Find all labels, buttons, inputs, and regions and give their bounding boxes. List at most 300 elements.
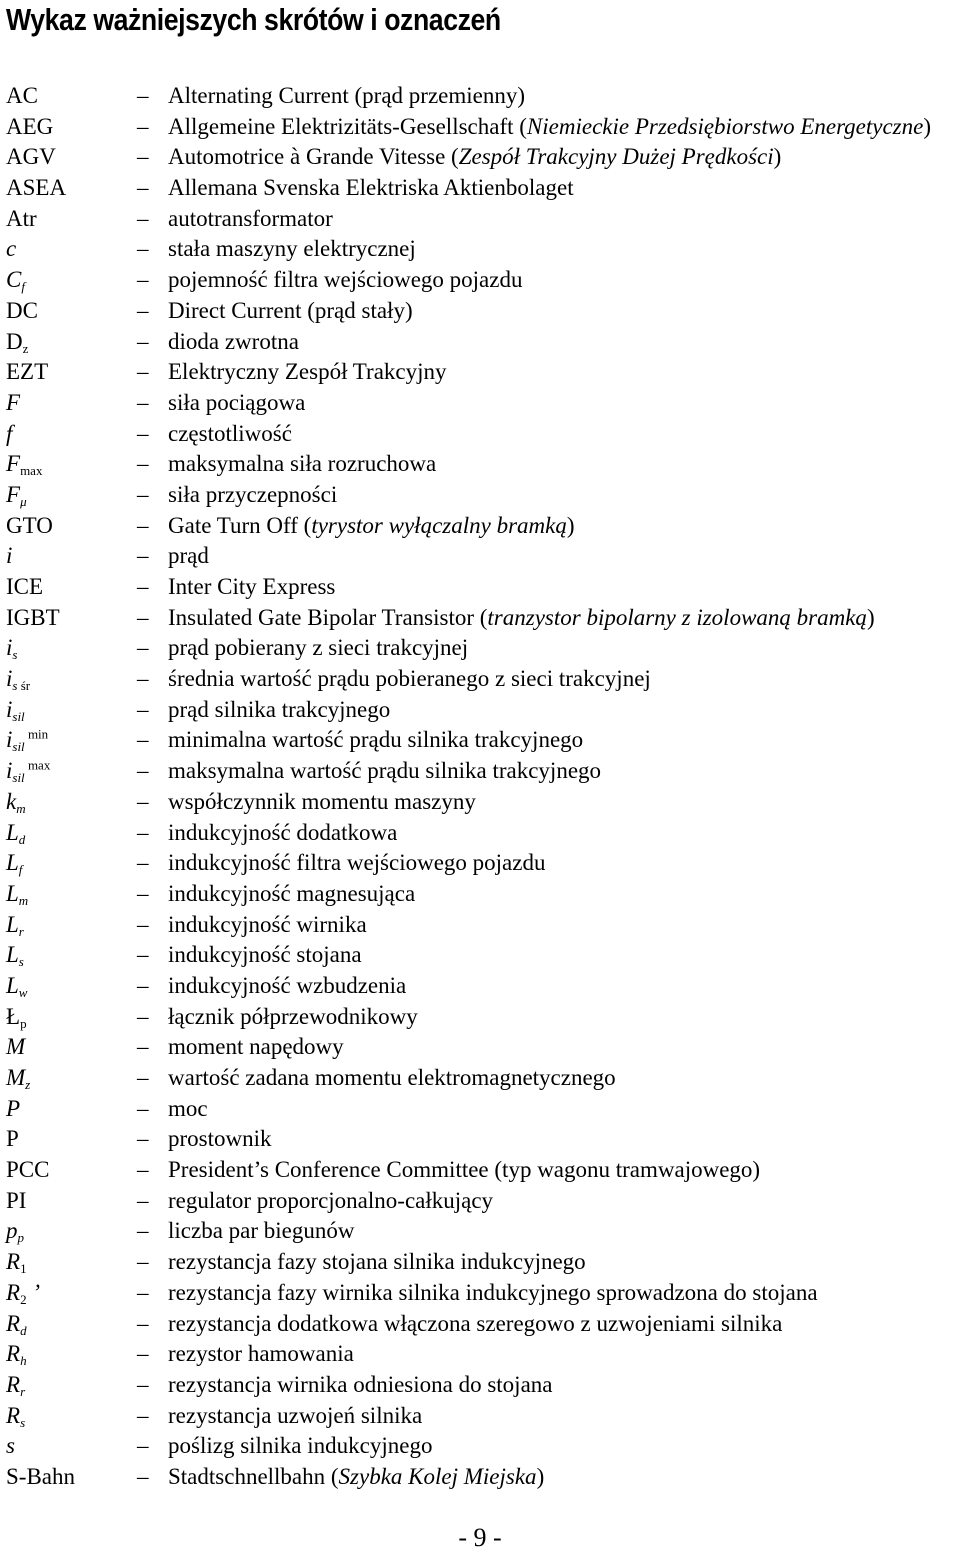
dash-separator: –	[137, 1218, 149, 1244]
definition-text: autotransformator	[168, 205, 333, 231]
dash-separator: –	[137, 911, 149, 937]
list-item	[6, 1186, 956, 1217]
definition-text: regulator proporcjonalno-całkujący	[168, 1187, 494, 1213]
abbreviation-definition	[168, 511, 575, 541]
list-item	[6, 1155, 956, 1186]
definition-text: indukcyjność dodatkowa	[168, 819, 398, 845]
dash-separator: –	[137, 574, 149, 599]
list-item	[6, 357, 956, 388]
list-item	[6, 756, 956, 787]
abbreviation-definition	[168, 848, 545, 878]
abbreviation-definition	[168, 633, 468, 663]
symbol-superscript: max	[24, 757, 51, 773]
abbreviation-definition	[168, 910, 367, 940]
list-item	[6, 234, 956, 265]
symbol-text: AC	[6, 83, 38, 108]
dash-separator: –	[137, 420, 149, 446]
symbol-text: Atr	[6, 205, 37, 231]
symbol-subscript: r	[20, 1383, 26, 1399]
abbreviation-definition	[168, 1309, 782, 1339]
symbol-text: L	[6, 880, 19, 906]
abbreviation-definition	[168, 1370, 553, 1400]
definition-text: )	[923, 113, 932, 139]
symbol-subscript: h	[20, 1353, 27, 1369]
symbol-text: i	[6, 635, 13, 661]
abbreviation-symbol	[6, 1155, 49, 1185]
symbol-text: R	[6, 1310, 21, 1336]
dash-separator: –	[137, 727, 149, 753]
abbreviation-symbol	[6, 940, 24, 970]
abbreviation-symbol	[6, 204, 37, 234]
symbol-text: R	[6, 1279, 21, 1305]
symbol-subscript: s	[20, 1414, 26, 1430]
dash-separator: –	[137, 175, 149, 201]
abbreviation-definition	[168, 357, 447, 387]
dash-separator: –	[137, 1095, 149, 1121]
symbol-text: i	[6, 758, 13, 784]
abbreviation-symbol	[6, 480, 27, 510]
dash-separator: –	[137, 328, 149, 354]
definition-text: pojemność filtra wejściowego pojazdu	[168, 267, 523, 293]
dash-separator: –	[137, 1034, 149, 1060]
dash-separator: –	[137, 1463, 149, 1489]
symbol-superscript: min	[24, 726, 49, 742]
abbreviation-symbol	[6, 1431, 15, 1461]
page-number: - 9 -	[458, 1523, 502, 1552]
abbreviation-symbol	[6, 388, 20, 418]
dash-separator: –	[137, 1341, 149, 1367]
abbreviation-definition	[168, 1401, 422, 1431]
symbol-text: GTO	[6, 512, 53, 538]
dash-separator: –	[137, 819, 149, 845]
symbol-text: L	[6, 850, 19, 876]
abbreviation-symbol	[6, 664, 30, 694]
definition-text: indukcyjność magnesująca	[168, 880, 416, 906]
symbol-text: i	[6, 696, 13, 722]
abbreviation-definition	[168, 787, 476, 817]
symbol-text: R	[6, 1249, 21, 1275]
list-item	[6, 633, 956, 664]
abbreviation-definition	[168, 1247, 586, 1277]
list-item	[6, 1401, 956, 1432]
symbol-subscript: max	[20, 463, 43, 479]
dash-separator: –	[137, 389, 149, 415]
list-item	[6, 664, 956, 695]
definition-text: Inter City Express	[168, 574, 336, 599]
dash-separator: –	[137, 635, 149, 661]
symbol-text: F	[6, 389, 21, 415]
abbreviation-list	[6, 81, 956, 1493]
symbol-subscript: m	[18, 892, 29, 908]
abbreviation-symbol	[6, 1462, 75, 1492]
list-item	[6, 1124, 956, 1155]
abbreviation-symbol	[6, 725, 48, 755]
symbol-text: ASEA	[6, 175, 67, 201]
symbol-text: L	[6, 819, 19, 845]
abbreviation-symbol	[6, 112, 53, 142]
list-item	[6, 1339, 956, 1370]
definition-text: częstotliwość	[168, 420, 292, 446]
dash-separator: –	[137, 543, 149, 569]
dash-separator: –	[137, 880, 149, 906]
symbol-subscript: sil	[12, 770, 25, 786]
list-item	[6, 1247, 956, 1278]
symbol-subscript: μ	[20, 493, 27, 509]
list-item	[6, 603, 956, 634]
symbol-text: AGV	[6, 144, 56, 170]
definition-text: siła pociągowa	[168, 389, 306, 415]
symbol-text: EZT	[6, 359, 49, 385]
definition-text: )	[866, 604, 875, 630]
symbol-text: R	[6, 1371, 21, 1397]
list-item	[6, 1370, 956, 1401]
list-item	[6, 1309, 956, 1340]
definition-text: tyrystor wyłączalny bramką	[311, 512, 567, 538]
abbreviation-definition	[168, 81, 525, 111]
symbol-text: P	[6, 1126, 19, 1152]
abbreviation-definition	[168, 388, 305, 418]
symbol-subscript: s	[12, 647, 18, 663]
list-item	[6, 419, 956, 450]
definition-text: moc	[168, 1095, 208, 1121]
symbol-text: R	[6, 1341, 21, 1367]
dash-separator: –	[137, 267, 149, 293]
page-title: Wykaz ważniejszych skrótów i oznaczeń	[6, 2, 501, 37]
symbol-subscript: 1	[20, 1261, 27, 1277]
definition-text: Allgemeine Elektrizitäts-Gesellschaft (	[168, 113, 527, 139]
list-item	[6, 1032, 956, 1063]
abbreviation-definition	[168, 603, 875, 633]
symbol-subscript: z	[25, 1077, 31, 1092]
abbreviation-definition	[168, 327, 299, 357]
list-item	[6, 695, 956, 726]
abbreviation-definition	[168, 756, 601, 786]
definition-text: rezystancja uzwojeń silnika	[168, 1402, 423, 1428]
symbol-text: P	[6, 1095, 21, 1121]
abbreviation-symbol	[6, 787, 26, 817]
abbreviation-symbol	[6, 265, 25, 295]
dash-separator: –	[137, 1402, 149, 1428]
symbol-text: i	[6, 727, 13, 753]
symbol-subscript: z	[22, 340, 29, 356]
symbol-text: PI	[6, 1187, 27, 1213]
dash-separator: –	[137, 1187, 149, 1213]
definition-text: Automotrice à Grande Vitesse (	[168, 144, 459, 170]
definition-text: łącznik półprzewodnikowy	[168, 1003, 418, 1029]
definition-text: Alternating Current (prąd przemienny)	[168, 83, 526, 108]
abbreviation-definition	[168, 572, 335, 602]
list-item	[6, 725, 956, 756]
definition-text: średnia wartość prądu pobieranego z sieci trakcyjnej	[168, 666, 651, 692]
symbol-text: R	[6, 1402, 21, 1428]
abbreviation-definition	[168, 1155, 760, 1185]
definition-text: )	[566, 512, 575, 538]
abbreviation-symbol	[6, 1216, 24, 1246]
dash-separator: –	[137, 604, 149, 630]
symbol-text: L	[6, 911, 19, 937]
definition-text: Gate Turn Off (	[168, 512, 312, 538]
abbreviation-symbol	[6, 357, 48, 387]
list-item	[6, 1431, 956, 1462]
definition-text: współczynnik momentu maszyny	[168, 788, 476, 814]
dash-separator: –	[137, 758, 149, 784]
abbreviation-definition	[168, 480, 337, 510]
definition-text: siła przyczepności	[168, 481, 338, 507]
list-item	[6, 1094, 956, 1125]
dash-separator: –	[137, 1371, 149, 1397]
abbreviation-symbol	[6, 541, 12, 571]
abbreviation-definition	[168, 234, 416, 264]
abbreviation-symbol	[6, 419, 12, 449]
dash-separator: –	[137, 666, 149, 692]
symbol-text: F	[6, 481, 21, 507]
list-item	[6, 511, 956, 542]
definition-text: Direct Current (prąd stały)	[168, 297, 413, 323]
definition-text: Zespół Trakcyjny Dużej Prędkości	[458, 144, 774, 170]
dash-separator: –	[137, 696, 149, 722]
abbreviation-symbol	[6, 633, 17, 663]
abbreviation-symbol	[6, 1278, 40, 1308]
dash-separator: –	[137, 481, 149, 507]
list-item	[6, 173, 956, 204]
abbreviation-symbol	[6, 971, 27, 1001]
abbreviation-definition	[168, 449, 436, 479]
definition-text: tranzystor bipolarny z izolowaną bramką	[487, 604, 867, 630]
list-item	[6, 449, 956, 480]
abbreviation-symbol	[6, 1247, 27, 1277]
abbreviation-definition	[168, 1278, 818, 1308]
definition-text: rezystancja fazy stojana silnika indukcyjnego	[168, 1249, 586, 1275]
abbreviation-symbol	[6, 1094, 20, 1124]
dash-separator: –	[137, 1310, 149, 1336]
dash-separator: –	[137, 942, 149, 968]
symbol-subscript: sil	[12, 739, 25, 755]
abbreviation-symbol	[6, 511, 53, 541]
abbreviation-definition	[168, 1339, 354, 1369]
dash-separator: –	[137, 1433, 149, 1459]
abbreviation-definition	[168, 1431, 432, 1461]
symbol-subscript: d	[18, 831, 26, 847]
abbreviation-definition	[168, 541, 209, 571]
dash-separator: –	[137, 113, 149, 139]
list-item	[6, 296, 956, 327]
list-item	[6, 572, 956, 603]
definition-text: Insulated Gate Bipolar Transistor (	[168, 604, 488, 630]
dash-separator: –	[137, 512, 149, 538]
list-item	[6, 787, 956, 818]
abbreviation-symbol	[6, 327, 28, 357]
symbol-text: i	[6, 543, 13, 569]
dash-separator: –	[137, 205, 149, 231]
definition-text: prąd pobierany z sieci trakcyjnej	[168, 635, 469, 661]
abbreviation-symbol	[6, 818, 25, 848]
abbreviation-symbol	[6, 1370, 25, 1400]
dash-separator: –	[137, 1003, 149, 1029]
abbreviation-symbol	[6, 1339, 27, 1369]
dash-separator: –	[137, 451, 149, 477]
definition-text: Elektryczny Zespół Trakcyjny	[168, 359, 447, 385]
abbreviation-symbol	[6, 142, 56, 172]
list-item	[6, 112, 956, 143]
symbol-text: M	[6, 1065, 26, 1090]
abbreviation-symbol	[6, 1401, 25, 1431]
dash-separator: –	[137, 1279, 149, 1305]
symbol-text: ’	[26, 1279, 40, 1305]
symbol-subscript: s	[12, 678, 18, 694]
abbreviation-definition	[168, 1063, 616, 1093]
symbol-text: c	[6, 236, 17, 262]
list-item	[6, 940, 956, 971]
list-item	[6, 541, 956, 572]
dash-separator: –	[137, 144, 149, 170]
definition-text: Szybka Kolej Miejska	[338, 1463, 537, 1489]
list-item	[6, 971, 956, 1002]
list-item	[6, 818, 956, 849]
list-item	[6, 1278, 956, 1309]
dash-separator: –	[137, 850, 149, 876]
abbreviation-symbol	[6, 695, 25, 725]
abbreviation-definition	[168, 173, 574, 203]
abbreviation-definition	[168, 204, 333, 234]
symbol-subscript: w	[18, 984, 28, 1000]
definition-text: prąd	[168, 543, 209, 569]
abbreviation-symbol	[6, 879, 28, 909]
abbreviation-definition	[168, 1094, 208, 1124]
abbreviation-definition	[168, 1462, 544, 1492]
abbreviation-symbol	[6, 1309, 27, 1339]
definition-text: stała maszyny elektrycznej	[168, 236, 416, 262]
definition-text: prąd silnika trakcyjnego	[168, 696, 391, 722]
abbreviation-definition	[168, 1216, 354, 1246]
symbol-subscript: m	[16, 800, 26, 816]
definition-text: maksymalna siła rozruchowa	[168, 451, 437, 477]
abbreviation-definition	[168, 879, 415, 909]
abbreviation-definition	[168, 296, 413, 326]
symbol-subscript: sil	[12, 708, 25, 724]
symbol-subscript: p	[20, 1015, 27, 1031]
definition-text: dioda zwrotna	[168, 328, 299, 354]
abbreviation-symbol	[6, 1002, 27, 1032]
abbreviation-symbol	[6, 1063, 30, 1093]
dash-separator: –	[137, 83, 149, 108]
dash-separator: –	[137, 972, 149, 998]
dash-separator: –	[137, 1065, 149, 1090]
symbol-text: PCC	[6, 1157, 50, 1183]
list-item	[6, 480, 956, 511]
abbreviation-symbol	[6, 1032, 25, 1062]
abbreviation-symbol	[6, 234, 16, 264]
abbreviation-symbol	[6, 296, 38, 326]
dash-separator: –	[137, 788, 149, 814]
dash-separator: –	[137, 236, 149, 262]
symbol-subscript: śr	[17, 678, 31, 694]
abbreviation-symbol	[6, 756, 50, 786]
symbol-text: k	[6, 788, 17, 814]
symbol-text: L	[6, 972, 19, 998]
list-item	[6, 204, 956, 235]
definition-text: wartość zadana momentu elektromagnetycznego	[168, 1065, 616, 1090]
symbol-text: ICE	[6, 574, 44, 599]
definition-text: indukcyjność filtra wejściowego pojazdu	[168, 850, 546, 876]
list-item	[6, 1216, 956, 1247]
definition-text: prostownik	[168, 1126, 272, 1152]
symbol-text: s	[6, 1433, 15, 1459]
abbreviation-definition	[168, 142, 781, 172]
list-item	[6, 265, 956, 296]
dash-separator: –	[137, 359, 149, 385]
symbol-text: AEG	[6, 113, 54, 139]
abbreviation-definition	[168, 1032, 344, 1062]
list-item	[6, 910, 956, 941]
abbreviation-definition	[168, 818, 397, 848]
abbreviation-symbol	[6, 449, 42, 479]
symbol-text: DC	[6, 297, 38, 323]
definition-text: President’s Conference Committee (typ wagonu tramwajowego)	[168, 1157, 761, 1183]
definition-text: moment napędowy	[168, 1034, 344, 1060]
list-item	[6, 388, 956, 419]
dash-separator: –	[137, 1157, 149, 1183]
abbreviation-definition	[168, 940, 362, 970]
symbol-text: D	[6, 328, 23, 354]
list-item	[6, 81, 956, 112]
abbreviation-symbol	[6, 910, 24, 940]
definition-text: )	[773, 144, 782, 170]
symbol-text: F	[6, 451, 21, 477]
abbreviation-symbol	[6, 572, 43, 602]
abbreviation-symbol	[6, 848, 22, 878]
abbreviation-definition	[168, 971, 406, 1001]
definition-text: indukcyjność wzbudzenia	[168, 972, 407, 998]
definition-text: Stadtschnellbahn (	[168, 1463, 339, 1489]
abbreviation-symbol	[6, 1186, 26, 1216]
definition-text: maksymalna wartość prądu silnika trakcyjnego	[168, 758, 602, 784]
symbol-subscript: r	[18, 923, 24, 939]
symbol-subscript: f	[21, 279, 25, 295]
abbreviation-symbol	[6, 1124, 19, 1154]
abbreviation-symbol	[6, 173, 66, 203]
list-item	[6, 879, 956, 910]
symbol-text: Ł	[6, 1003, 21, 1029]
abbreviation-definition	[168, 265, 522, 295]
abbreviation-symbol	[6, 81, 38, 111]
abbreviation-definition	[168, 419, 292, 449]
definition-text: Niemieckie Przedsiębiorstwo Energetyczne	[526, 113, 924, 139]
symbol-subscript: s	[18, 954, 24, 970]
abbreviation-definition	[168, 1186, 493, 1216]
definition-text: poślizg silnika indukcyjnego	[168, 1433, 433, 1459]
dash-separator: –	[137, 297, 149, 323]
symbol-text: L	[6, 942, 19, 968]
symbol-text: C	[6, 267, 22, 293]
list-item	[6, 1462, 956, 1493]
definition-text: rezystor hamowania	[168, 1341, 354, 1367]
symbol-subscript: f	[18, 862, 23, 878]
list-item	[6, 1063, 956, 1094]
definition-text: rezystancja dodatkowa włączona szeregowo z uzwojeniami silnika	[168, 1310, 783, 1336]
definition-text: liczba par biegunów	[168, 1218, 355, 1244]
symbol-text: p	[6, 1218, 18, 1244]
dash-separator: –	[137, 1249, 149, 1275]
definition-text: rezystancja wirnika odniesiona do stojana	[168, 1371, 553, 1397]
symbol-subscript: 2	[20, 1291, 27, 1307]
symbol-text: f	[6, 420, 13, 446]
definition-text: minimalna wartość prądu silnika trakcyjnego	[168, 727, 584, 753]
definition-text: )	[536, 1463, 545, 1489]
list-item	[6, 848, 956, 879]
list-item	[6, 1002, 956, 1033]
abbreviation-definition	[168, 695, 390, 725]
abbreviation-definition	[168, 1124, 272, 1154]
